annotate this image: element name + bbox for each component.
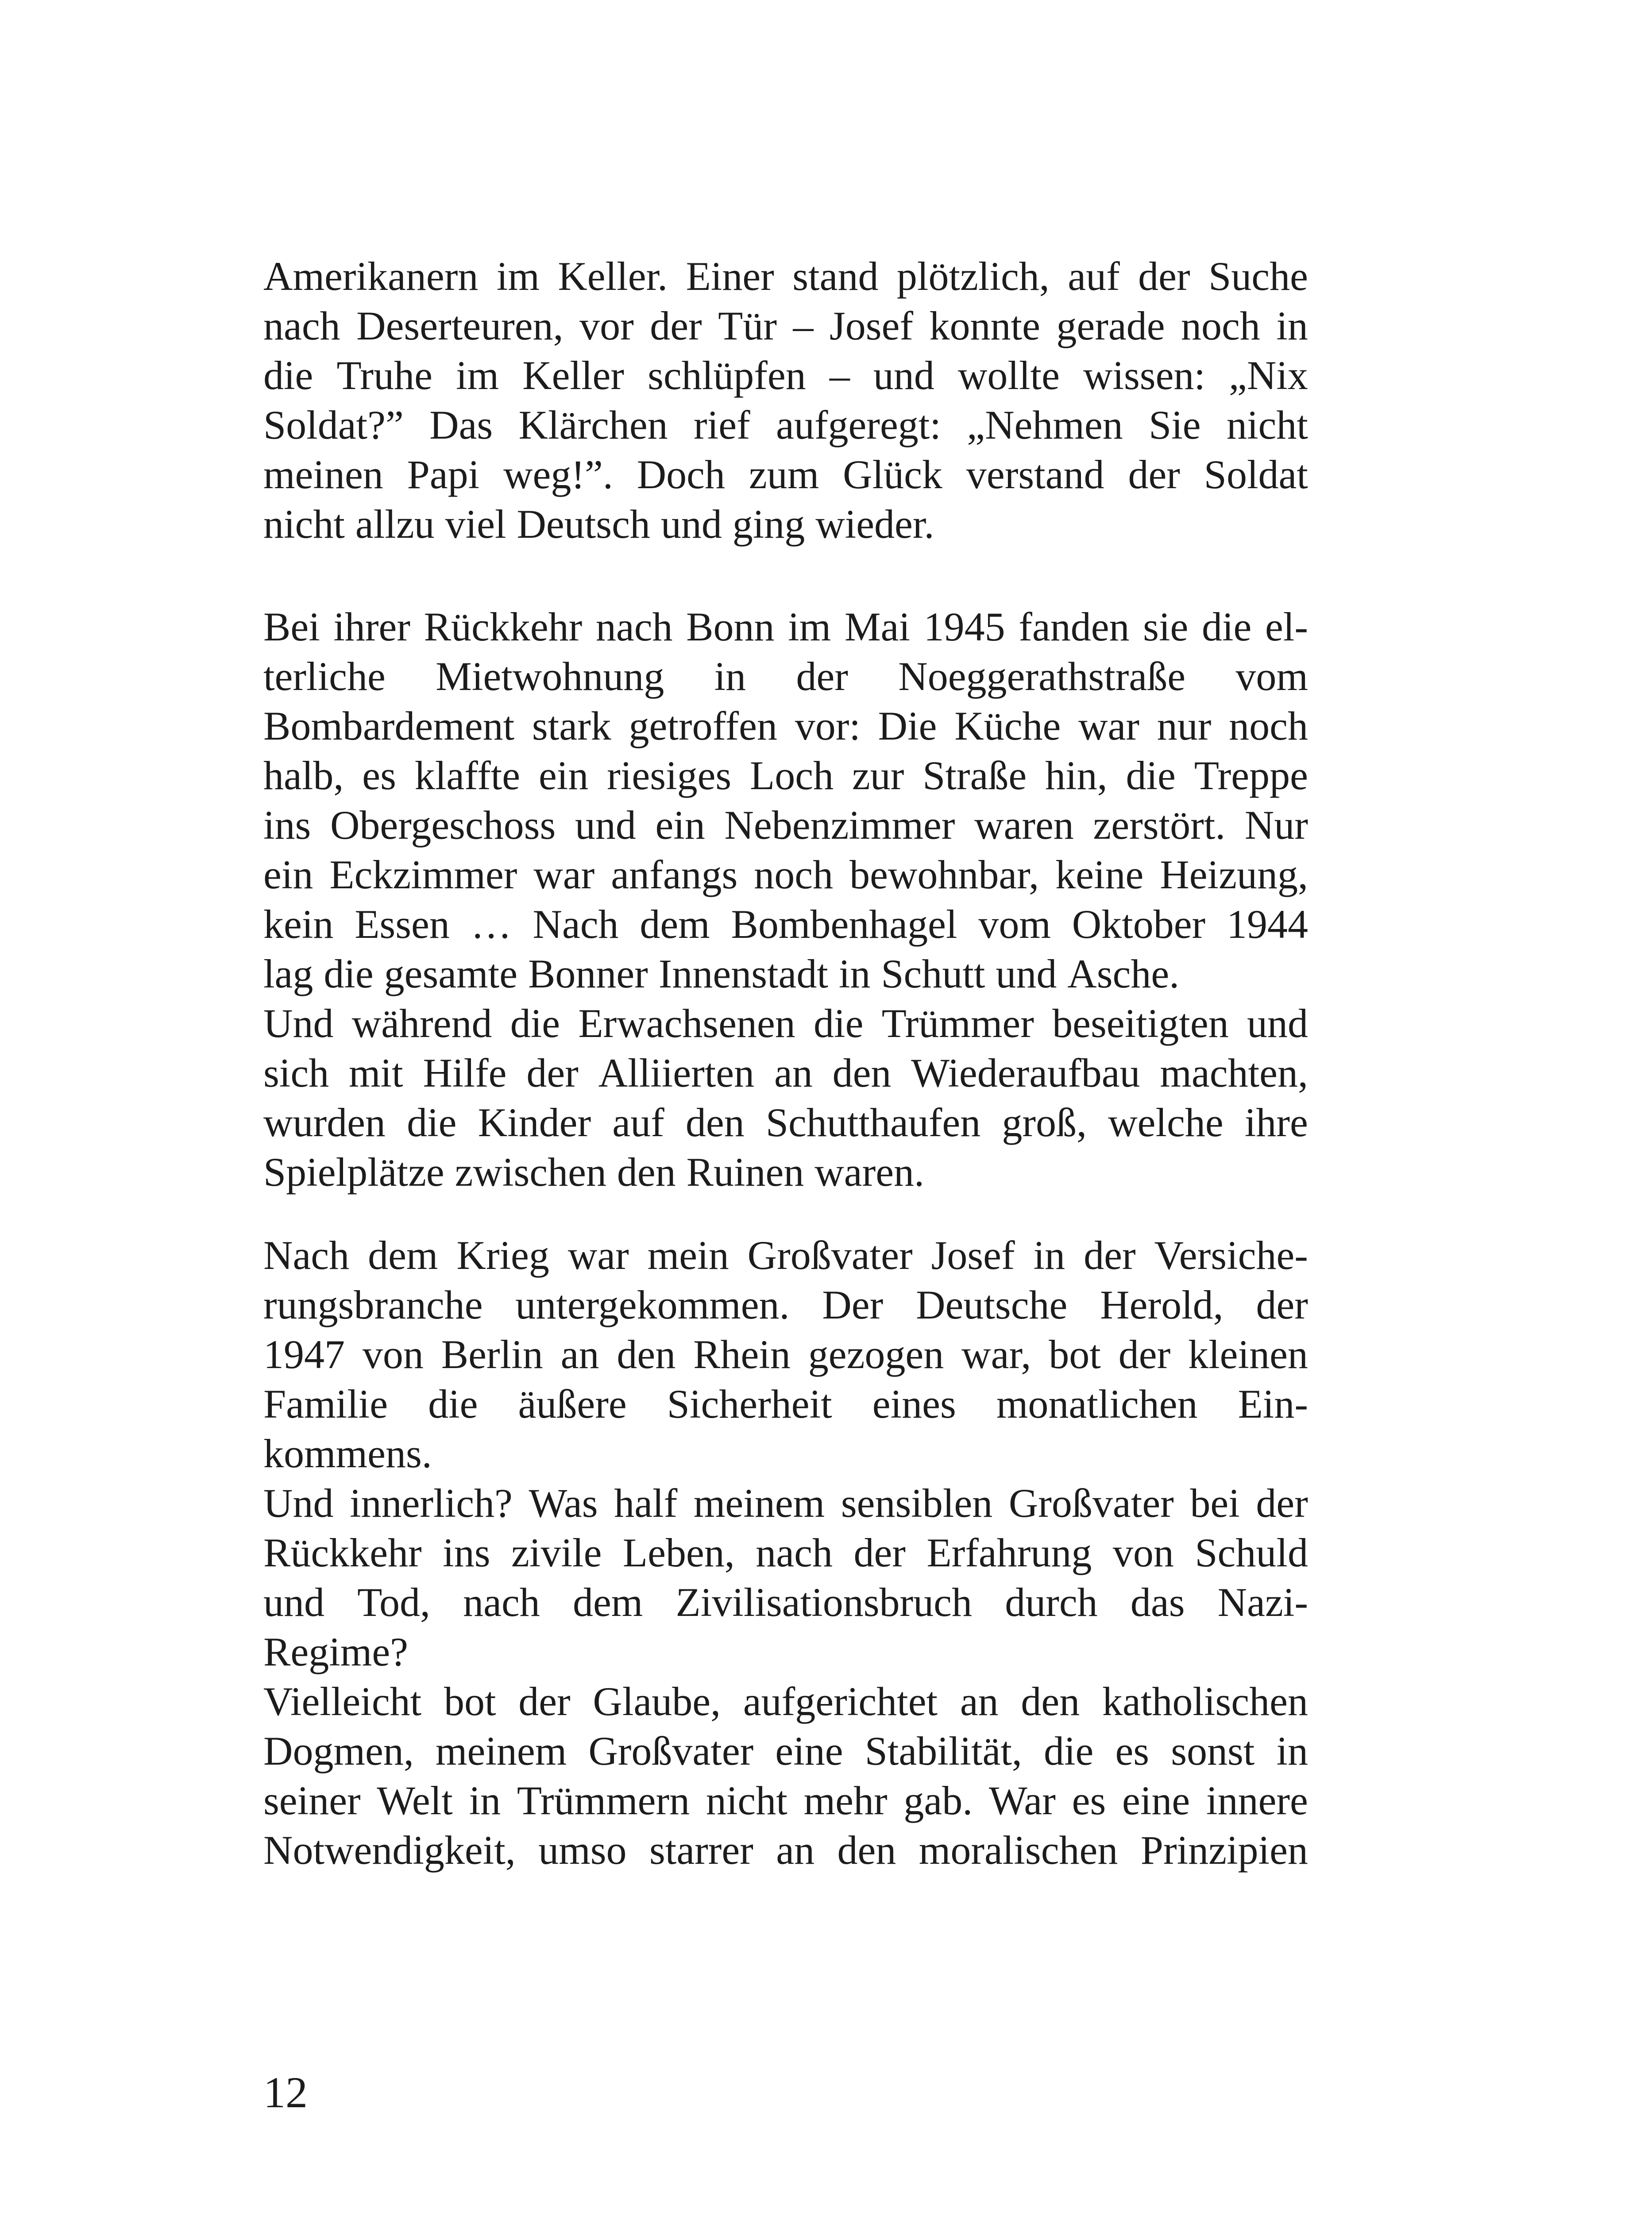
text-line: ins Obergeschoss und ein Nebenzimmer waren zerstört. Nur [263, 802, 1308, 848]
text-line: Amerikanern im Keller. Einer stand plötzlich, auf der Suche [263, 254, 1308, 299]
text-line: nicht allzu viel Deutsch und ging wieder. [263, 501, 934, 547]
text-line: nach Deserteuren, vor der Tür – Josef konnte gerade noch in [263, 303, 1308, 348]
text-line: Dogmen, meinem Großvater eine Stabilität, die es sonst in [263, 1728, 1308, 1773]
text-line: und Tod, nach dem Zivilisationsbruch durch das Nazi- [263, 1580, 1308, 1625]
text-line: lag die gesamte Bonner Innenstadt in Schutt und Asche. [263, 951, 1180, 996]
text-line: kein Essen … Nach dem Bombenhagel vom Oktober 1944 [263, 902, 1308, 947]
paragraph-3 [263, 1230, 1308, 1875]
text-line: Nach dem Krieg war mein Großvater Josef in der Versiche- [263, 1233, 1308, 1278]
text-line: die Truhe im Keller schlüpfen – und wollte wissen: „Nix [263, 353, 1308, 398]
text-line: Spielplätze zwischen den Ruinen waren. [263, 1149, 925, 1195]
text-line: Und während die Erwachsenen die Trümmer beseitigten und [263, 1001, 1308, 1046]
text-line: Rückkehr ins zivile Leben, nach der Erfahrung von Schuld [263, 1530, 1308, 1575]
text-line: kommens. [263, 1431, 432, 1476]
text-line: 1947 von Berlin an den Rhein gezogen war, bot der kleinen [263, 1332, 1308, 1377]
text-line: meinen Papi weg!”. Doch zum Glück verstand der Soldat [263, 452, 1308, 497]
text-line: rungsbranche untergekommen. Der Deutsche Herold, der [263, 1282, 1308, 1327]
text-line: Regime? [263, 1629, 408, 1674]
text-line: Bombardement stark getroffen vor: Die Küche war nur noch [263, 703, 1308, 748]
text-line: terliche Mietwohnung in der Noeggerathstraße vom [263, 654, 1308, 699]
text-line: Vielleicht bot der Glaube, aufgerichtet an den katholischen [263, 1679, 1308, 1724]
text-line: Bei ihrer Rückkehr nach Bonn im Mai 1945 fanden sie die el- [263, 604, 1308, 649]
page-number: 12 [263, 2068, 308, 2117]
text-line: Familie die äußere Sicherheit eines monatlichen Ein- [263, 1381, 1308, 1426]
text-line: seiner Welt in Trümmern nicht mehr gab. War es eine innere [263, 1778, 1308, 1823]
text-line: halb, es klaffte ein riesiges Loch zur Straße hin, die Treppe [263, 753, 1308, 798]
text-line: sich mit Hilfe der Alliierten an den Wiederaufbau machten, [263, 1050, 1308, 1095]
paragraph-1 [263, 251, 1308, 549]
text-line: wurden die Kinder auf den Schutthaufen groß, welche ihre [263, 1100, 1308, 1145]
paragraph-2 [263, 602, 1308, 1197]
text-line: Notwendigkeit, umso starrer an den moralischen Prinzipien [263, 1827, 1308, 1873]
text-line: Und innerlich? Was half meinem sensiblen Großvater bei der [263, 1480, 1308, 1526]
text-line: Soldat?” Das Klärchen rief aufgeregt: „Nehmen Sie nicht [263, 402, 1308, 447]
text-line: ein Eckzimmer war anfangs noch bewohnbar, keine Heizung, [263, 852, 1308, 897]
